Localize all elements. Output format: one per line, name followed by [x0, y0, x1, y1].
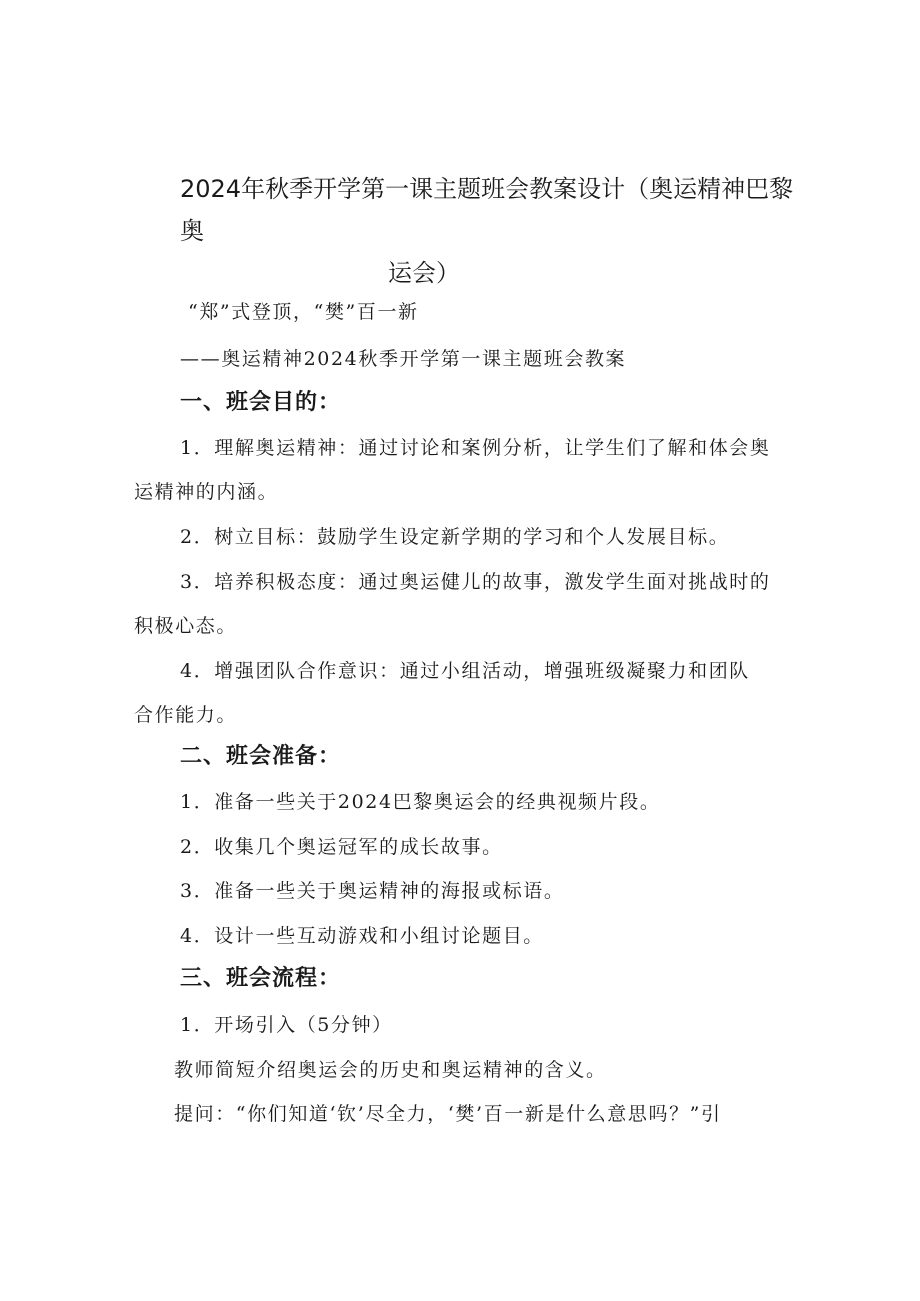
purpose-item-4-line-1: 4．增强团队合作意识：通过小组活动，增强班级凝聚力和团队	[180, 660, 750, 682]
subtitle-theme: ——奥运精神2024秋季开学第一课主题班会教案	[180, 348, 627, 370]
process-step-1-question: 提问：“你们知道‘钦’尽全力，‘樊’百一新是什么意思吗？”引	[174, 1103, 722, 1125]
document-title	[180, 168, 800, 294]
title-line-1: 2024年秋季开学第一课主题班会教案设计（奥运精神巴黎奥	[180, 175, 794, 245]
purpose-item-1-line-2: 运精神的内涵。	[134, 481, 279, 503]
section-heading-preparation: 二、班会准备：	[180, 744, 342, 769]
purpose-item-2: 2．树立目标：鼓励学生设定新学期的学习和个人发展目标。	[180, 526, 730, 548]
title-line-2: 运会）	[388, 259, 460, 287]
purpose-item-3-line-1: 3．培养积极态度：通过奥运健儿的故事，激发学生面对挑战时的	[180, 571, 771, 593]
preparation-item-4: 4．设计一些互动游戏和小组讨论题目。	[180, 925, 544, 947]
preparation-item-3: 3．准备一些关于奥运精神的海报或标语。	[180, 880, 565, 902]
preparation-item-1: 1．准备一些关于2024巴黎奥运会的经典视频片段。	[180, 791, 661, 813]
purpose-item-1-line-1: 1．理解奥运精神：通过讨论和案例分析，让学生们了解和体会奥	[180, 437, 771, 459]
preparation-item-2: 2．收集几个奥运冠军的成长故事。	[180, 836, 503, 858]
subtitle-slogan: “郑”式登顶，“樊”百一新	[188, 301, 419, 323]
process-step-1-heading: 1．开场引入（5分钟）	[180, 1014, 393, 1036]
purpose-item-3-line-2: 积极心态。	[134, 615, 238, 637]
section-heading-process: 三、班会流程：	[180, 966, 342, 991]
purpose-item-4-line-2: 合作能力。	[134, 704, 238, 726]
process-step-1-text: 教师简短介绍奥运会的历史和奥运精神的含义。	[174, 1059, 607, 1081]
section-heading-purpose: 一、班会目的：	[180, 390, 342, 415]
